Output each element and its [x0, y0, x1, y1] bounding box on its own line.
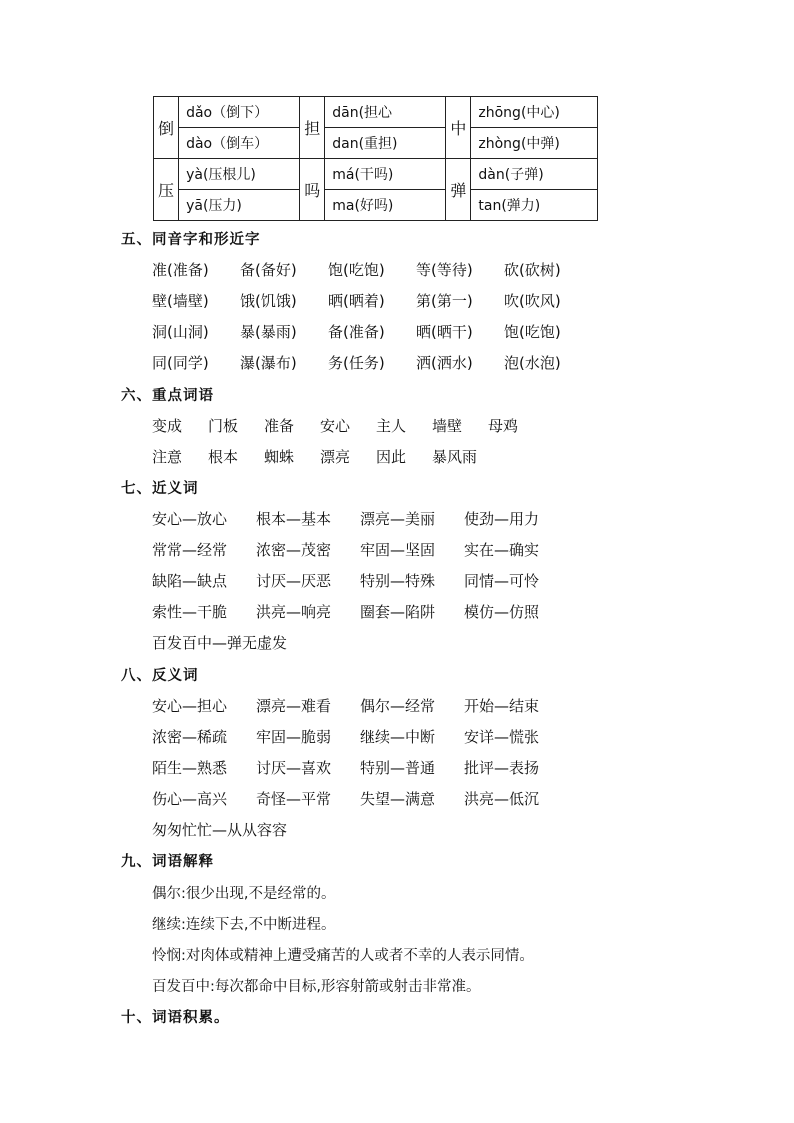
word-pair: 匆匆忙忙—从从容容	[152, 821, 288, 839]
word-row	[152, 352, 592, 373]
word-item: 蜘蛛	[264, 448, 295, 466]
polyphone-reading: zhòng(中弹)	[471, 128, 598, 159]
polyphone-reading: dān(担心	[325, 97, 446, 128]
word-row	[152, 290, 592, 311]
word-item: 饿(饥饿)	[240, 292, 297, 310]
word-row	[152, 321, 592, 342]
table-row	[154, 190, 598, 221]
word-row	[152, 788, 568, 809]
word-item: 准备	[264, 417, 295, 435]
word-item: 饱(吃饱)	[328, 261, 385, 279]
polyphone-reading: dào（倒车）	[179, 128, 300, 159]
word-item: 砍(砍树)	[504, 261, 561, 279]
word-item: 同(同学)	[152, 354, 209, 372]
word-row	[152, 695, 568, 716]
word-pair: 浓密—茂密	[256, 541, 332, 559]
word-item: 务(任务)	[328, 354, 385, 372]
polyphone-reading: dǎo（倒下）	[179, 97, 300, 128]
polyphone-char: 担	[300, 97, 325, 159]
definition-item: 偶尔:很少出现,不是经常的。	[152, 886, 336, 902]
definition-item: 继续:连续下去,不中断进程。	[152, 917, 336, 933]
word-pair: 讨厌—喜欢	[256, 759, 332, 777]
word-pair: 陌生—熟悉	[152, 759, 228, 777]
table-row	[154, 159, 598, 190]
word-item: 暴(暴雨)	[240, 323, 297, 341]
word-pair: 批评—表扬	[464, 759, 540, 777]
word-row	[152, 570, 568, 591]
word-pair: 模仿—仿照	[464, 603, 540, 621]
word-pair: 洪亮—响亮	[256, 603, 332, 621]
section-heading: 七、近义词	[121, 481, 199, 497]
word-item: 暴风雨	[432, 448, 478, 466]
polyphone-reading: yā(压力)	[179, 190, 300, 221]
polyphone-char: 吗	[300, 159, 325, 221]
word-item: 饱(吃饱)	[504, 323, 561, 341]
word-item: 第(第一)	[416, 292, 473, 310]
word-item: 主人	[376, 417, 407, 435]
table-row	[154, 128, 598, 159]
word-item: 安心	[320, 417, 351, 435]
polyphone-reading: zhōng(中心)	[471, 97, 598, 128]
word-pair: 牢固—坚固	[360, 541, 436, 559]
word-pair: 特别—普通	[360, 759, 436, 777]
word-pair: 缺陷—缺点	[152, 572, 228, 590]
word-pair: 安详—慌张	[464, 728, 540, 746]
word-pair: 讨厌—厌恶	[256, 572, 332, 590]
word-item: 泡(水泡)	[504, 354, 561, 372]
word-item: 备(准备)	[328, 323, 385, 341]
word-pair: 浓密—稀疏	[152, 728, 228, 746]
word-row	[152, 259, 592, 280]
word-row	[152, 601, 568, 622]
word-item: 母鸡	[488, 417, 519, 435]
word-item: 吹(吹风)	[504, 292, 561, 310]
word-item: 变成	[152, 417, 183, 435]
word-pair: 索性—干脆	[152, 603, 228, 621]
word-pair: 根本—基本	[256, 510, 332, 528]
section-heading: 五、同音字和形近字	[121, 232, 261, 248]
word-row	[152, 446, 488, 467]
word-row	[152, 508, 568, 529]
word-pair: 牢固—脆弱	[256, 728, 332, 746]
word-pair: 失望—满意	[360, 790, 436, 808]
word-row	[152, 632, 287, 653]
word-row	[152, 757, 568, 778]
section-heading: 六、重点词语	[121, 388, 214, 404]
word-pair: 漂亮—美丽	[360, 510, 436, 528]
polyphone-table	[153, 96, 598, 221]
word-row	[152, 819, 287, 840]
word-row	[152, 539, 568, 560]
section-heading: 九、词语解释	[121, 854, 214, 870]
word-pair: 漂亮—难看	[256, 697, 332, 715]
word-item: 因此	[376, 448, 407, 466]
word-pair: 百发百中—弹无虚发	[152, 634, 288, 652]
word-item: 晒(晒着)	[328, 292, 385, 310]
word-pair: 常常—经常	[152, 541, 228, 559]
word-item: 等(等待)	[416, 261, 473, 279]
section-heading: 八、反义词	[121, 668, 199, 684]
word-pair: 特别—特殊	[360, 572, 436, 590]
word-item: 壁(墙壁)	[152, 292, 209, 310]
polyphone-char: 压	[154, 159, 179, 221]
definition-item: 百发百中:每次都命中目标,形容射箭或射击非常准。	[152, 979, 481, 995]
definition-item: 怜悯:对肉体或精神上遭受痛苦的人或者不幸的人表示同情。	[152, 948, 534, 964]
word-item: 晒(晒干)	[416, 323, 473, 341]
word-pair: 圈套—陷阱	[360, 603, 436, 621]
word-pair: 继续—中断	[360, 728, 436, 746]
word-item: 漂亮	[320, 448, 351, 466]
word-pair: 使劲—用力	[464, 510, 540, 528]
word-item: 准(准备)	[152, 261, 209, 279]
word-pair: 安心—放心	[152, 510, 228, 528]
word-item: 备(备好)	[240, 261, 297, 279]
polyphone-reading: yà(压根儿)	[179, 159, 300, 190]
polyphone-char: 中	[446, 97, 471, 159]
word-row	[152, 415, 544, 436]
polyphone-reading: dan(重担)	[325, 128, 446, 159]
polyphone-reading: ma(好吗)	[325, 190, 446, 221]
section-heading: 十、词语积累。	[121, 1010, 230, 1026]
word-pair: 开始—结束	[464, 697, 540, 715]
polyphone-reading: má(干吗)	[325, 159, 446, 190]
word-item: 洞(山洞)	[152, 323, 209, 341]
word-pair: 奇怪—平常	[256, 790, 332, 808]
word-pair: 安心—担心	[152, 697, 228, 715]
word-item: 注意	[152, 448, 183, 466]
polyphone-reading: tan(弹力)	[471, 190, 598, 221]
word-item: 根本	[208, 448, 239, 466]
polyphone-char: 倒	[154, 97, 179, 159]
word-row	[152, 726, 568, 747]
word-pair: 偶尔—经常	[360, 697, 436, 715]
word-pair: 同情—可怜	[464, 572, 540, 590]
word-item: 瀑(瀑布)	[240, 354, 297, 372]
polyphone-reading: dàn(子弹)	[471, 159, 598, 190]
word-item: 墙壁	[432, 417, 463, 435]
word-pair: 实在—确实	[464, 541, 540, 559]
polyphone-char: 弹	[446, 159, 471, 221]
word-pair: 洪亮—低沉	[464, 790, 540, 808]
word-item: 门板	[208, 417, 239, 435]
word-item: 洒(洒水)	[416, 354, 473, 372]
table-row	[154, 97, 598, 128]
word-pair: 伤心—高兴	[152, 790, 228, 808]
